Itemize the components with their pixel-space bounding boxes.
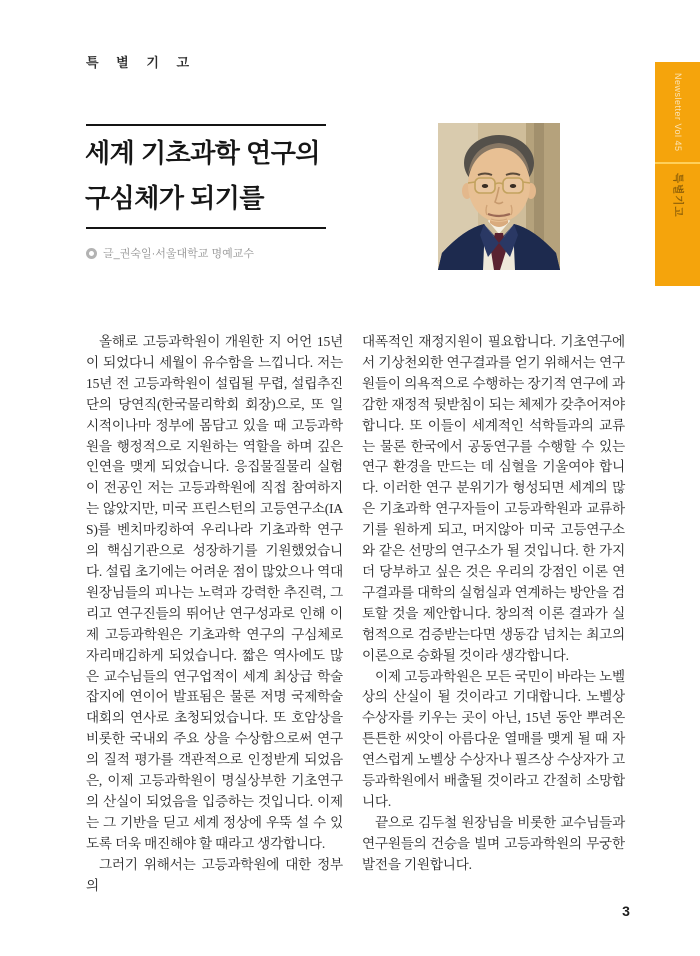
paragraph: 이제 고등과학원은 모든 국민이 바라는 노벨상의 산실이 될 것이라고 기대합니다. 노벨상 수상자를 키우는 곳이 아닌, 15년 동안 뿌려온 튼튼한 씨앗이 아름다운 열매를 맺게 될 때 자연스럽게 노벨상 수상자나 필즈상 수상자가 고등과학원에서 배출될 것이라고 간절히 소망합니다. — [362, 668, 625, 809]
author-portrait-photo — [438, 123, 560, 270]
byline — [86, 245, 254, 261]
title-rule-top — [86, 124, 326, 126]
tab-section-label: 특별기고 — [671, 173, 684, 218]
page-number: 3 — [622, 903, 630, 919]
title-rule-bottom — [86, 227, 326, 229]
paragraph: 끝으로 김두철 원장님을 비롯한 교수님들과 연구원들의 건승을 빌며 고등과학원의 무궁한 발전을 기원합니다. — [362, 814, 625, 872]
body-column-left — [86, 332, 343, 896]
newsletter-volume-label: Newsletter Vol 45 — [673, 72, 683, 152]
article-title-line2: 구심체가 되기를 — [85, 183, 265, 213]
paragraph: 올해로 고등과학원이 개원한 지 어언 15년이 되었다니 세월이 유수함을 느낍니다. 저는 15년 전 고등과학원이 설립될 무렵, 설립추진단의 당연직(한국물리학회 회장)으로, 또 일시적이나마 정부에 몸담고 있을 때 고등과학원을 행정적으로 지원하는 역할을 하며 깊은 인연을 맺게 되었습니다. 응집물질물리 실험이 전공인 저는 고등과학원에 직접 참여하지는 않았지만, 미국 프린스턴의 고등연구소(IAS)를 벤치마킹하여 우리나라 기초과학 연구의 핵심기관으로 성장하기를 기원했었습니다. 설립 초기에는 어려운 점이 많았으나 역대 원장님들의 피나는 노력과 강력한 추진력, 그리고 연구진들의 뛰어난 연구성과로 인해 이제 고등과학원은 기초과학 연구의 구심체로 자리매김하게 되었습니다. 짧은 역사에도 많은 교수님들의 연구업적이 세계 최상급 학술 잡지에 연이어 발표됨은 물론 저명 국제학술대회의 연사로 초청되었습니다. 또 호암상을 비롯한 국내외 주요 상을 수상함으로써 연구의 질적 평가를 객관적으로 인정받게 되었음은, 이제 고등과학원이 명실상부한 기초연구의 산실이 되었음을 입증하는 것입니다. 이제는 그 기반을 딛고 세계 정상에 우뚝 설 수 있도록 더욱 매진해야 할 때라고 생각합니다. — [86, 334, 343, 851]
body-column-right — [362, 332, 625, 876]
double-circle-icon — [86, 248, 97, 259]
section-kicker: 특 별 기 고 — [86, 55, 197, 70]
tab-segment-newsletter — [655, 62, 700, 162]
article-title-line1: 세계 기초과학 연구의 — [85, 138, 320, 168]
paragraph: 대폭적인 재정지원이 필요합니다. 기초연구에서 기상천외한 연구결과를 얻기 위해서는 연구원들이 의욕적으로 수행하는 장기적 연구에 과감한 재정적 뒷받침이 되는 체제가 갖추어져야 합니다. 또 이들이 세계적인 석학들과의 교류는 물론 한국에서 공동연구를 수행할 수 있는 연구 환경을 만드는 데 심혈을 기울여야 합니다. 이러한 연구 분위기가 형성되면 세계의 많은 기초과학 연구자들이 고등과학원과 교류하기를 원하게 되고, 머지않아 미국 고등연구소와 같은 선망의 연구소가 될 것입니다. 한 가지 더 당부하고 싶은 것은 우리의 강점인 이론 연구결과를 대학의 실험실과 연계하는 방안을 검토할 것을 제안합니다. 창의적 이론 결과가 실험적으로 검증받는다면 생동감 넘치는 최고의 이론으로 승화될 것이라 생각합니다. — [362, 334, 625, 663]
tab-segment-section — [655, 164, 700, 286]
newsletter-side-tab — [655, 62, 700, 286]
byline-text: 글_권숙일·서울대학교 명예교수 — [103, 248, 254, 260]
paragraph: 그러기 위해서는 고등과학원에 대한 정부의 — [86, 856, 343, 893]
portrait-illustration — [438, 123, 560, 270]
article-title — [85, 131, 385, 221]
